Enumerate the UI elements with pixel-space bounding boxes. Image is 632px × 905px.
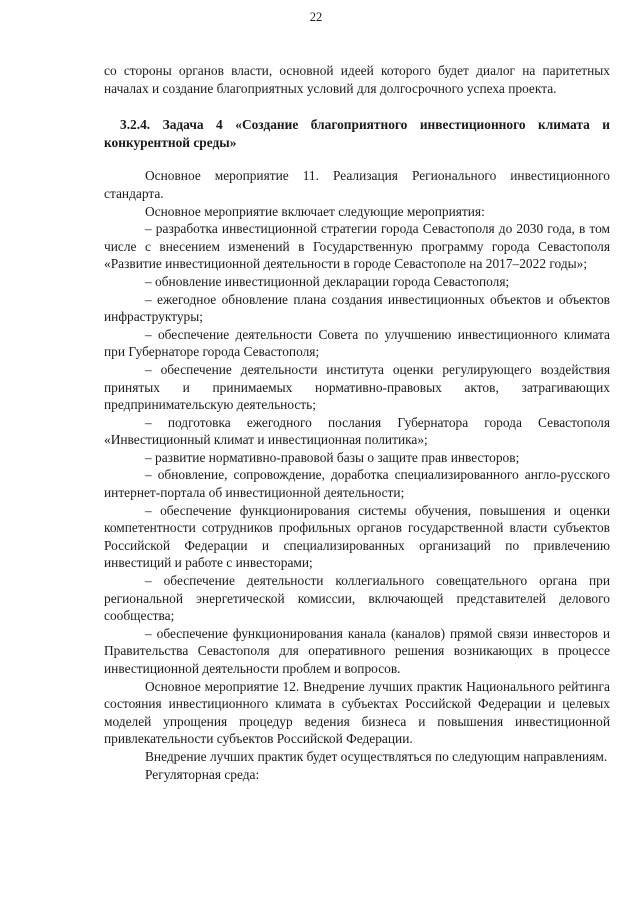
activity-item: – обновление инвестиционной декларации города Севастополя;: [145, 273, 510, 289]
activity-item: – развитие нормативно-правовой базы о защите прав инвесторов;: [145, 449, 520, 465]
activity-item: – разработка инвестиционной стратегии города Севастополя до 2030 года, в том числе с внесением изменений в Государственную программу города Севастополя «Развитие инвестиционной деятельности в городе Севастополе на 2017–2022 годы»;: [104, 221, 610, 272]
activities-list: [104, 220, 610, 677]
activity-item: – обеспечение деятельности Совета по улучшению инвестиционного климата при Губернаторе города Севастополя;: [104, 326, 610, 360]
activity-item: – ежегодное обновление плана создания инвестиционных объектов и объектов инфраструктуры;: [104, 291, 610, 325]
activity-item: – обеспечение деятельности коллегиального совещательного органа при региональной энергетической комиссии, включающей представителей делового сообщества;: [104, 573, 610, 624]
section-heading: 3.2.4. Задача 4 «Создание благоприятного инвестиционного климата и конкурентной среды»: [104, 117, 610, 150]
regulatory-environment: Регуляторная среда:: [145, 766, 260, 782]
main-activity-12: Основное мероприятие 12. Внедрение лучших практик Национального рейтинга состояния инвестиционного климата в субъектах Российской Федерации и целевых моделей упрощения процедур ведения бизнеса и повышения инвестиционной привлекательности субъектов Российской Федерации.: [104, 678, 610, 747]
page-number: 22: [309, 10, 323, 24]
main-activity-11: Основное мероприятие 11. Реализация Регионального инвестиционного стандарта.: [104, 168, 610, 201]
includes-text: Основное мероприятие включает следующие мероприятия:: [145, 203, 485, 219]
activity-item: – обеспечение деятельности института оценки регулирующего воздействия принятых и принимаемых нормативно-правовых актов, затрагивающих предпринимательскую деятельность;: [104, 361, 610, 413]
best-practices-text: Внедрение лучших практик будет осуществляться по следующим направлениям.: [145, 748, 608, 764]
activity-item: – обновление, сопровождение, доработка специализированного англо-русского интернет-портала об инвестиционной деятельности;: [104, 467, 610, 501]
document-body: [104, 62, 610, 783]
intro-paragraph: со стороны органов власти, основной идеей которого будет диалог на паритетных началах и создание благоприятных условий для долгосрочного успеха проекта.: [104, 63, 610, 96]
activity-item: – подготовка ежегодного послания Губернатора города Севастополя «Инвестиционный климат и инвестиционная политика»;: [104, 414, 610, 448]
activity-item: – обеспечение функционирования системы обучения, повышения и оценки компетентности сотрудников профильных органов государственной власти субъектов Российской Федерации и специализированных организаций по привлечению инвестиций и работе с инвесторами;: [104, 502, 610, 571]
activity-item: – обеспечение функционирования канала (каналов) прямой связи инвесторов и Правительства Севастополя для оперативного решения возникающих в процессе инвестиционной деятельности проблем и вопросов.: [104, 625, 610, 676]
